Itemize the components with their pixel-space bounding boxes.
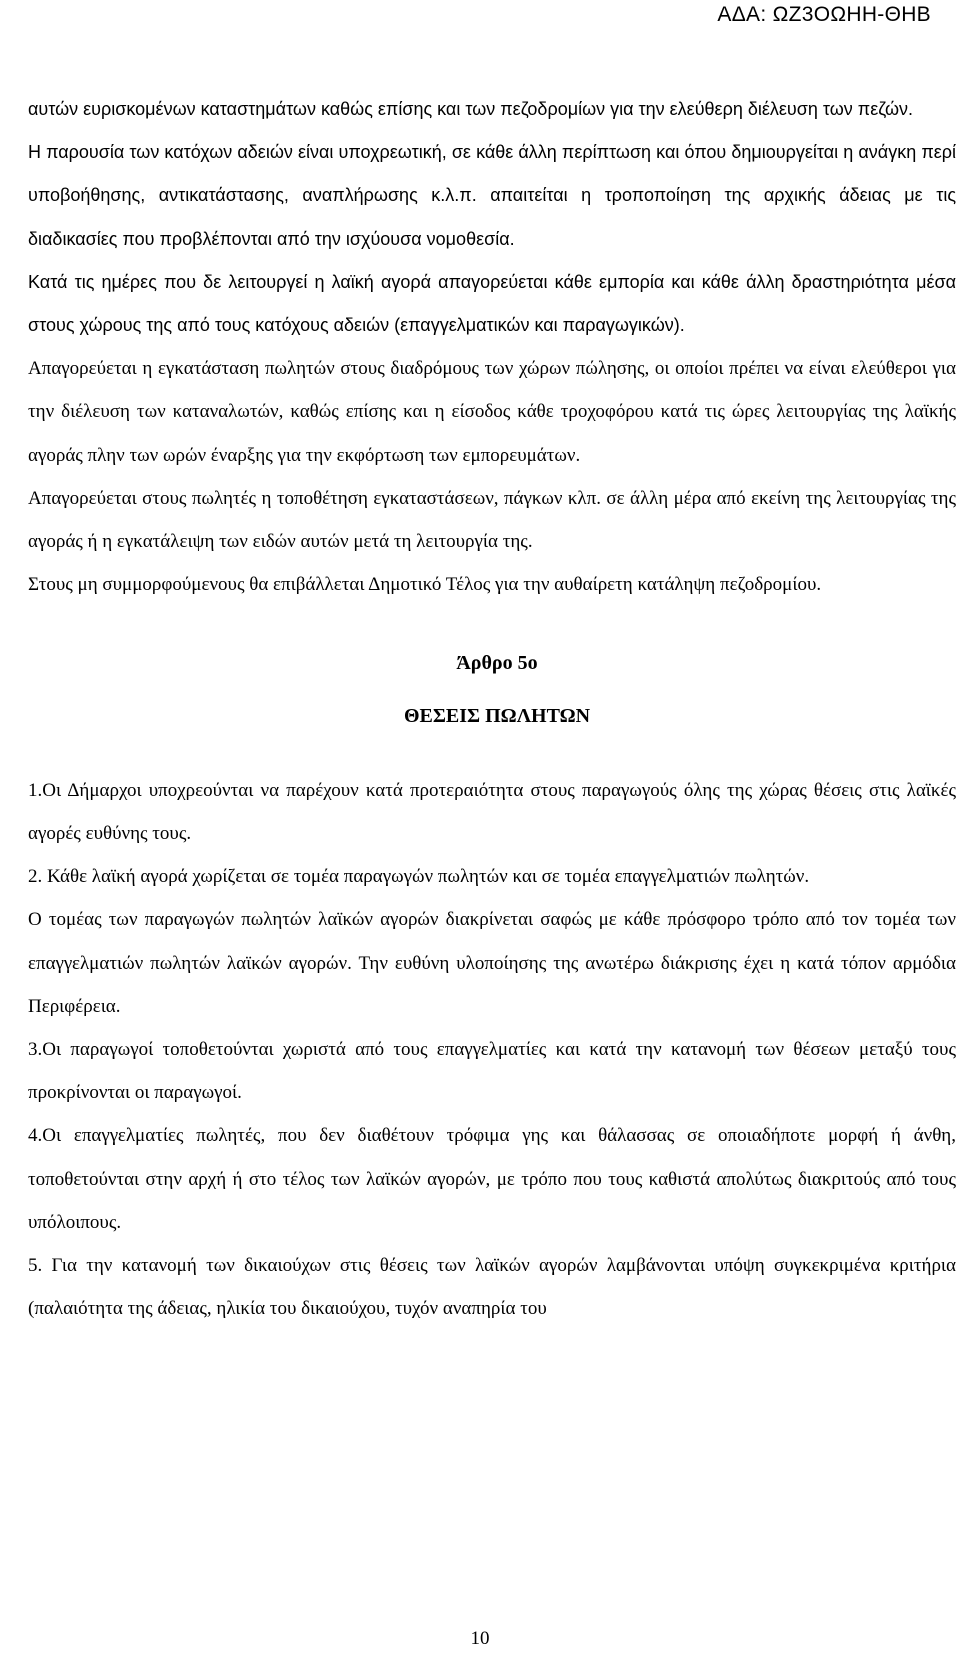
article-paragraph-1: 1.Οι Δήμαρχοι υποχρεούνται να παρέχουν κατά προτεραιότητα στους παραγωγούς όλης της χώρας θέσεις στις λαϊκές αγορές ευθύνης τους.: [28, 779, 956, 845]
paragraph-corridor-ban: Απαγορεύεται η εγκατάσταση πωλητών στους διαδρόμους των χώρων πώλησης, οι οποίοι πρέπει να είναι ελεύθεροι για την διέλευση των καταναλωτών, καθώς επίσης και η είσοδος κάθε τροχοφόρου κατά τις ώρες λειτουργίας της λαϊκής αγοράς πλην των ωρών έναρξης για την εκφόρτωση των εμπορευμάτων.: [28, 358, 956, 466]
paragraph-pedestrian-passage: αυτών ευρισκομένων καταστημάτων καθώς επίσης και των πεζοδρομίων για την ελεύθερη διέλευση των πεζών.: [28, 99, 914, 119]
paragraph-non-operating-days: Κατά τις ημέρες που δε λειτουργεί η λαϊκή αγορά απαγορεύεται κάθε εμπορία και κάθε άλλη δραστηριότητα μέσα στους χώρους της από τους κατόχους αδειών (επαγγελματικών και παραγωγικών).: [28, 271, 956, 336]
article-paragraph-5: 5. Για την κατανομή των δικαιούχων στις θέσεις των λαϊκών αγορών λαμβάνονται υπόψη συγκεκριμένα κριτήρια (παλαιότητα της άδειας, ηλικία του δικαιούχου, τυχόν αναπηρία του: [28, 1255, 956, 1320]
page-number: 10: [470, 1628, 490, 1649]
paragraph-installation-ban: Απαγορεύεται στους πωλητές η τοποθέτηση εγκαταστάσεων, πάγκων κλπ. σε άλλη μέρα από εκείνη της λειτουργίας της αγοράς ή η εγκατάλειψη των ειδών αυτών μετά τη λειτουργία της.: [28, 487, 956, 553]
paragraph-license-holders-presence: Η παρουσία των κατόχων αδειών είναι υποχρεωτική, σε κάθε άλλη περίπτωση και όπου δημιουργείται η ανάγκη περί υποβοήθησης, αντικατάστασης, αναπλήρωσης κ.λ.π. απαιτείται η τροποποίηση της αρχικής άδειας με τις διαδικασίες που προβλέπονται από την ισχύουσα νομοθεσία.: [28, 142, 956, 249]
article-paragraph-sector-distinction: Ο τομέας των παραγωγών πωλητών λαϊκών αγορών διακρίνεται σαφώς με κάθε πρόσφορο τρόπο από τον τομέα των επαγγελματιών πωλητών λαϊκών αγορών. Την ευθύνη υλοποίησης της ανωτέρω διάκρισης έχει η κατά τόπον αρμόδια Περιφέρεια.: [28, 909, 956, 1017]
article-number: Άρθρο 5ο: [456, 652, 538, 675]
ada-code: ΑΔΑ: ΩΖ3ΟΩΗΗ-ΘΗΒ: [717, 3, 931, 26]
article-paragraph-3: 3.Οι παραγωγοί τοποθετούνται χωριστά από τους επαγγελματίες και κατά την κατανομή των θέσεων μεταξύ τους προκρίνονται οι παραγωγοί.: [28, 1039, 956, 1104]
document-body: [28, 88, 956, 1330]
paragraph-municipal-fee: Στους μη συμμορφούμενους θα επιβάλλεται Δημοτικό Τέλος για την αυθαίρετη κατάληψη πεζοδρομίου.: [28, 574, 822, 596]
article-title: ΘΕΣΕΙΣ ΠΩΛΗΤΩΝ: [403, 704, 591, 727]
article-paragraph-4: 4.Οι επαγγελματίες πωλητές, που δεν διαθέτουν τρόφιμα γης και θάλασσας σε οποιαδήποτε μορφή ή άνθη, τοποθετούνται στην αρχή ή στο τέλος των λαϊκών αγορών, με τρόπο που τους καθιστά απολύτως διακριτούς από τους υπόλοιπους.: [28, 1125, 956, 1233]
article-paragraph-2: 2. Κάθε λαϊκή αγορά χωρίζεται σε τομέα παραγωγών πωλητών και σε τομέα επαγγελματιών πωλητών.: [28, 866, 810, 888]
